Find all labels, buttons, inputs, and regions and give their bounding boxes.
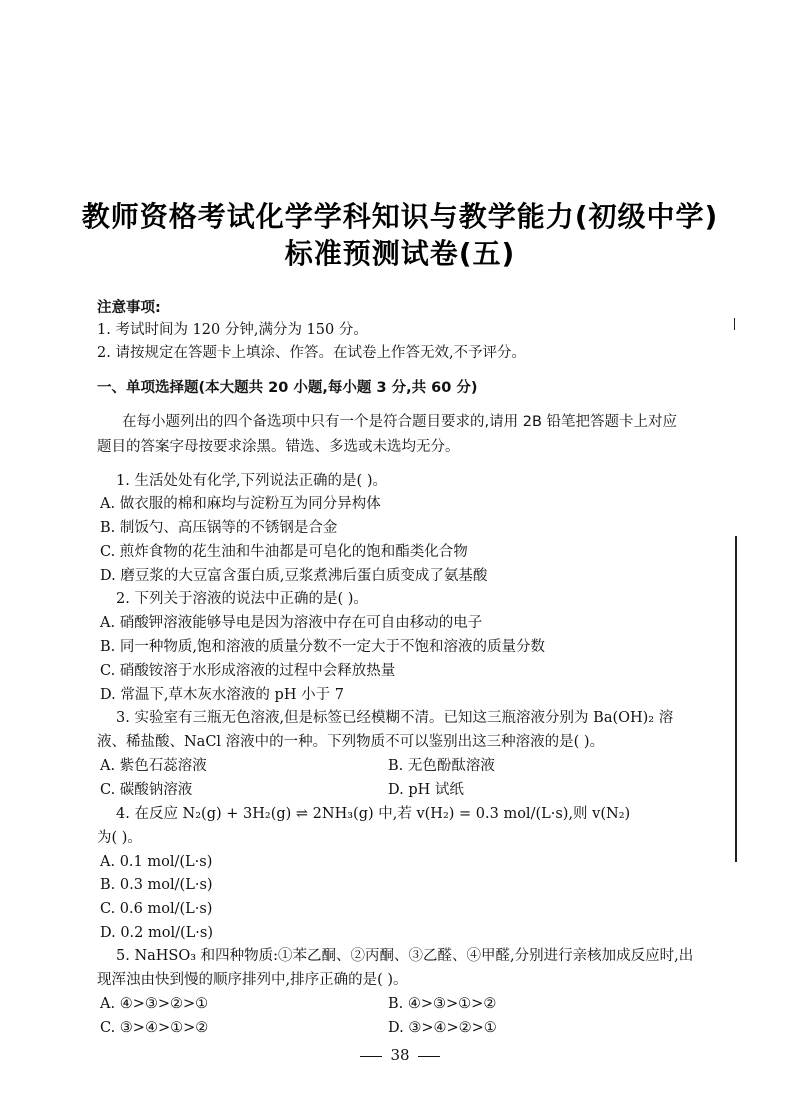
section-1-instruction-line-2: 题目的答案字母按要求涂黑。错选、多选或未选均无分。 (97, 439, 460, 455)
section-1-instruction-line-1: 在每小题列出的四个备选项中只有一个是符合题目要求的,请用 2B 铅笔把答题卡上对应 (122, 414, 677, 430)
question-1-option-a: A. 做衣服的棉和麻均与淀粉互为同分异构体 (100, 496, 381, 512)
question-2-option-d: D. 常温下,草木灰水溶液的 pH 小于 7 (100, 687, 344, 703)
scan-mark (734, 318, 735, 330)
question-4-option-a: A. 0.1 mol/(L·s) (100, 854, 213, 870)
question-5-stem-line-1: 5. NaHSO₃ 和四种物质:①苯乙酮、②丙酮、③乙醛、④甲醛,分别进行亲核加成反应时,出 (116, 948, 694, 964)
question-4-stem-line-1: 4. 在反应 N₂(g) + 3H₂(g) ⇌ 2NH₃(g) 中,若 v(H₂) = 0.3 mol/(L·s),则 v(N₂) (116, 806, 631, 822)
question-2-stem: 2. 下列关于溶液的说法中正确的是( )。 (116, 591, 368, 607)
question-1-stem: 1. 生活处处有化学,下列说法正确的是( )。 (116, 473, 387, 489)
question-5-option-c: C. ③>④>①>② (100, 1020, 209, 1036)
question-4-option-c: C. 0.6 mol/(L·s) (100, 901, 213, 917)
scan-mark (735, 536, 737, 862)
question-3-option-a: A. 紫色石蕊溶液 (100, 758, 207, 774)
question-3-stem-line-1: 3. 实验室有三瓶无色溶液,但是标签已经模糊不清。已知这三瓶溶液分别为 Ba(OH)₂ 溶 (116, 710, 674, 726)
question-4-stem-line-2: 为( )。 (97, 830, 142, 846)
question-2-option-c: C. 硝酸铵溶于水形成溶液的过程中会释放热量 (100, 663, 396, 679)
title-line-1: 教师资格考试化学学科知识与教学能力(初级中学) (81, 200, 719, 233)
question-4-option-b: B. 0.3 mol/(L·s) (100, 877, 213, 893)
question-1-option-d: D. 磨豆浆的大豆富含蛋白质,豆浆煮沸后蛋白质变成了氨基酸 (100, 568, 488, 584)
page-number: 38 (0, 1046, 800, 1064)
title-line-2: 标准预测试卷(五) (284, 237, 516, 270)
question-5-option-a: A. ④>③>②>① (100, 996, 209, 1012)
question-5-option-b: B. ④>③>①>② (388, 996, 497, 1012)
question-5-option-d: D. ③>④>②>① (388, 1020, 497, 1036)
question-1-option-b: B. 制饭勺、高压锅等的不锈钢是合金 (100, 520, 338, 536)
question-3-option-b: B. 无色酚酞溶液 (388, 758, 495, 774)
notice-heading: 注意事项: (97, 300, 161, 316)
question-2-option-b: B. 同一种物质,饱和溶液的质量分数不一定大于不饱和溶液的质量分数 (100, 639, 545, 655)
question-2-option-a: A. 硝酸钾溶液能够导电是因为溶液中存在可自由移动的电子 (100, 615, 483, 631)
section-1-heading: 一、单项选择题(本大题共 20 小题,每小题 3 分,共 60 分) (97, 380, 478, 396)
question-3-option-c: C. 碳酸钠溶液 (100, 782, 193, 798)
notice-item-2: 2. 请按规定在答题卡上填涂、作答。在试卷上作答无效,不予评分。 (97, 345, 527, 361)
question-1-option-c: C. 煎炸食物的花生油和牛油都是可皂化的饱和酯类化合物 (100, 544, 468, 560)
question-5-stem-line-2: 现浑浊由快到慢的顺序排列中,排序正确的是( )。 (97, 972, 408, 988)
notice-item-1: 1. 考试时间为 120 分钟,满分为 150 分。 (97, 322, 368, 338)
question-4-option-d: D. 0.2 mol/(L·s) (100, 925, 213, 941)
question-3-stem-line-2: 液、稀盐酸、NaCl 溶液中的一种。下列物质不可以鉴别出这三种溶液的是( )。 (97, 734, 605, 750)
question-3-option-d: D. pH 试纸 (388, 782, 464, 798)
